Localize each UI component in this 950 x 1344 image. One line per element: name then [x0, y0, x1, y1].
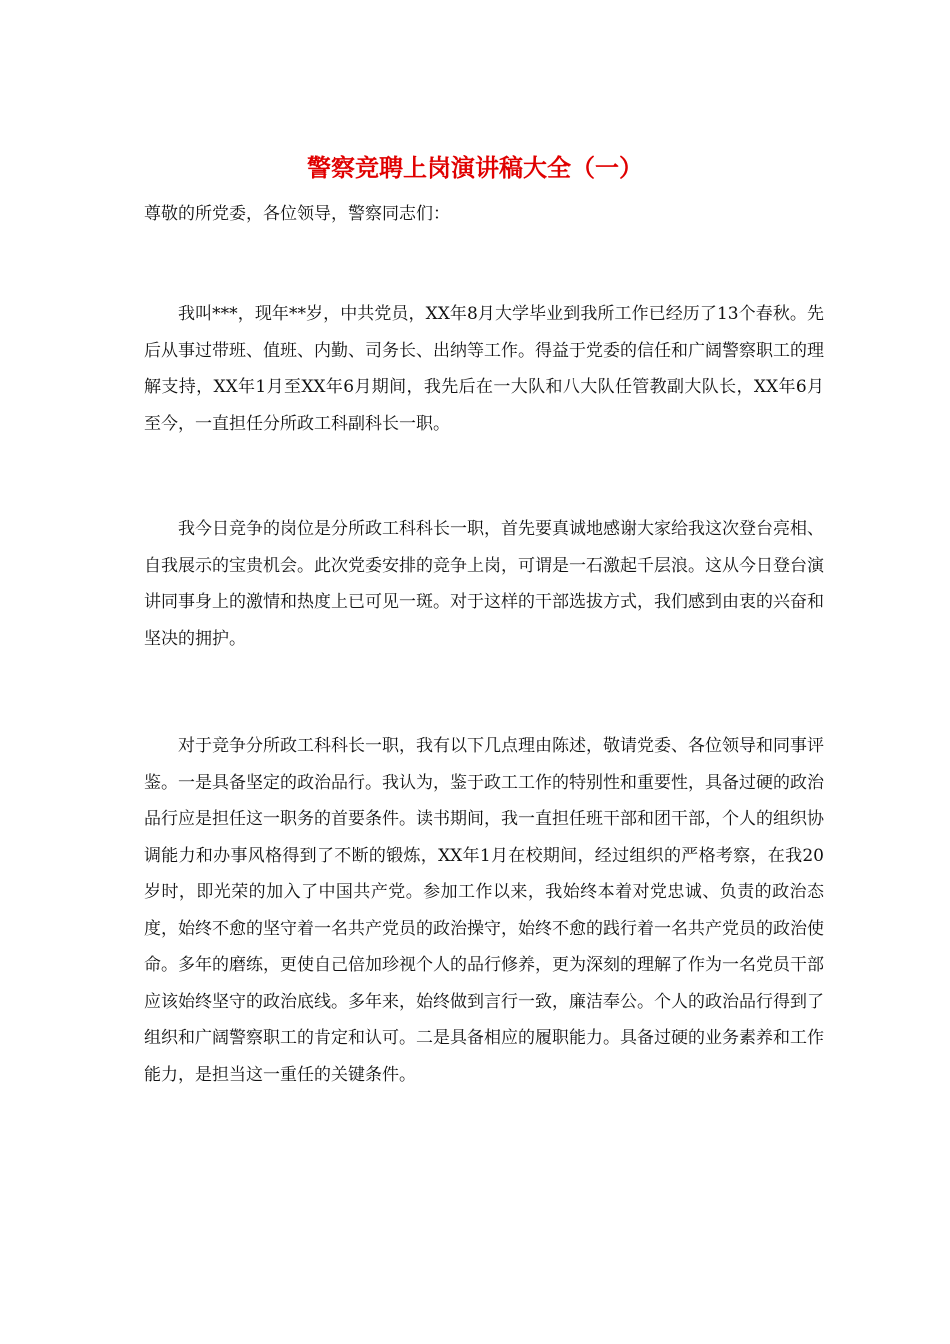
paragraph-3: 对于竞争分所政工科科长一职，我有以下几点理由陈述，敬请党委、各位领导和同事评鉴。一是具备坚定的政治品行。我认为，鉴于政工工作的特别性和重要性，具备过硬的政治品行应是担任这一职务的首要条件。读书期间，我一直担任班干部和团干部，个人的组织协调能力和办事风格得到了不断的锻炼，XX年1月在校期间，经过组织的严格考察，在我20岁时，即光荣的加入了中国共产党。参加工作以来，我始终本着对党忠诚、负责的政治态度，始终不愈的坚守着一名共产党员的政治操守，始终不愈的践行着一名共产党员的政治使命。多年的磨练，更使自己倍加珍视个人的品行修养，更为深刻的理解了作为一名党员干部应该始终坚守的政治底线。多年来，始终做到言行一致，廉洁奉公。个人的政治品行得到了组织和广阔警察职工的肯定和认可。二是具备相应的履职能力。具备过硬的业务素养和工作能力，是担当这一重任的关键条件。	[144, 736, 824, 1085]
document-title: 警察竞聘上岗演讲稿大全（一）	[307, 153, 643, 182]
paragraph-2: 我今日竞争的岗位是分所政工科科长一职，首先要真诚地感谢大家给我这次登台亮相、自我展示的宝贵机会。此次党委安排的竞争上岗，可谓是一石激起千层浪。这从今日登台演讲同事身上的激情和热度上已可见一斑。对于这样的干部选拔方式，我们感到由衷的兴奋和坚决的拥护。	[144, 519, 824, 649]
salutation: 尊敬的所党委，各位领导，警察同志们：	[144, 204, 450, 224]
paragraph-1: 我叫***，现年**岁，中共党员，XX年8月大学毕业到我所工作已经历了13个春秋。先后从事过带班、值班、内勤、司务长、出纳等工作。得益于党委的信任和广阔警察职工的理解支持，XX年1月至XX年6月期间，我先后在一大队和八大队任管教副大队长，XX年6月至今，一直担任分所政工科副科长一职。	[144, 304, 824, 434]
